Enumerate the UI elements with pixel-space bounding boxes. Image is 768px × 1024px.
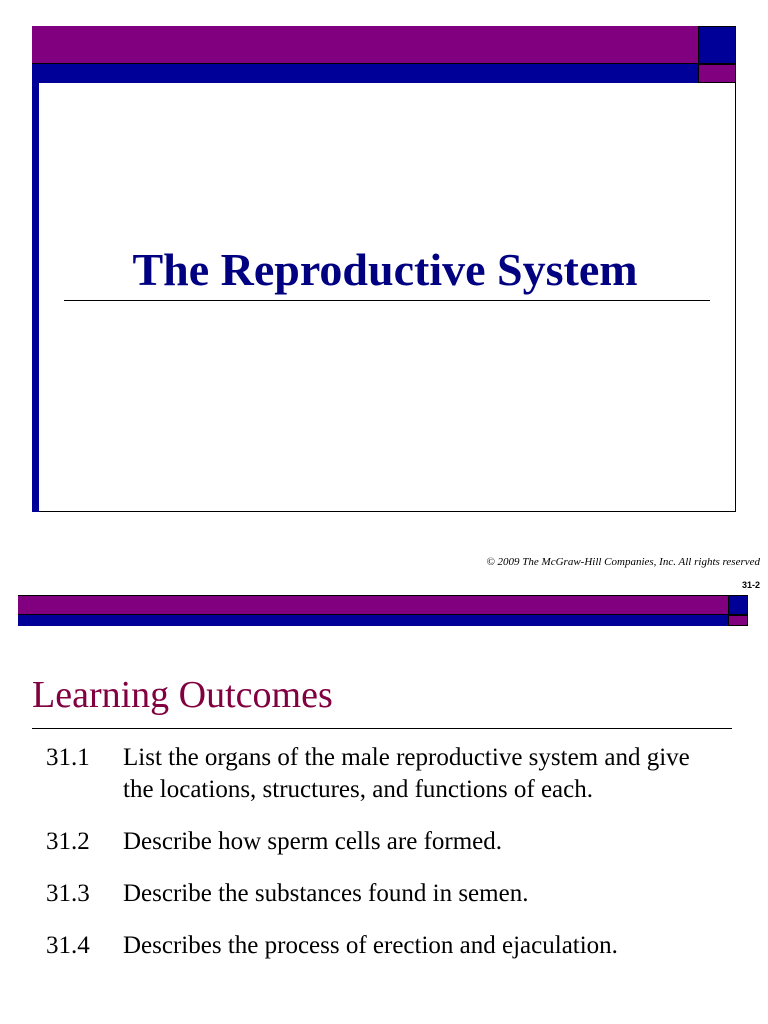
outcome-item [46,930,746,962]
outcome-item [46,826,746,858]
header-band-navy [18,615,728,626]
learning-outcomes-slide [0,580,768,1024]
outcome-item [46,742,746,806]
corner-square-purple [728,615,748,626]
outcome-text: Describe the substances found in semen. [123,880,529,907]
left-accent-bar [32,83,39,512]
corner-square-navy [698,26,736,64]
outcome-number: 31.4 [46,932,90,959]
copyright-notice: © 2009 The McGraw-Hill Companies, Inc. All rights reserved [486,556,760,568]
outcome-item [46,878,746,910]
header-band-navy [32,64,698,83]
heading-underline [32,728,732,729]
slide-number: 31-2 [741,580,760,590]
title-underline [64,300,710,301]
slide-title: The Reproductive System [132,244,638,295]
header-band-purple [32,26,698,64]
header-band-purple [18,595,728,615]
outcome-number: 31.1 [46,744,90,771]
outcome-text: Describe how sperm cells are formed. [123,828,503,855]
corner-square-navy [728,595,748,615]
slide-heading: Learning Outcomes [32,674,333,716]
outcome-text: Describes the process of erection and ejaculation. [123,932,618,959]
outcome-number: 31.3 [46,880,90,907]
corner-square-purple [698,64,736,83]
outcome-text: List the organs of the male reproductive system and give the locations, structures, and functions of each. [123,744,690,803]
outcome-list [46,742,746,982]
outcome-number: 31.2 [46,828,90,855]
